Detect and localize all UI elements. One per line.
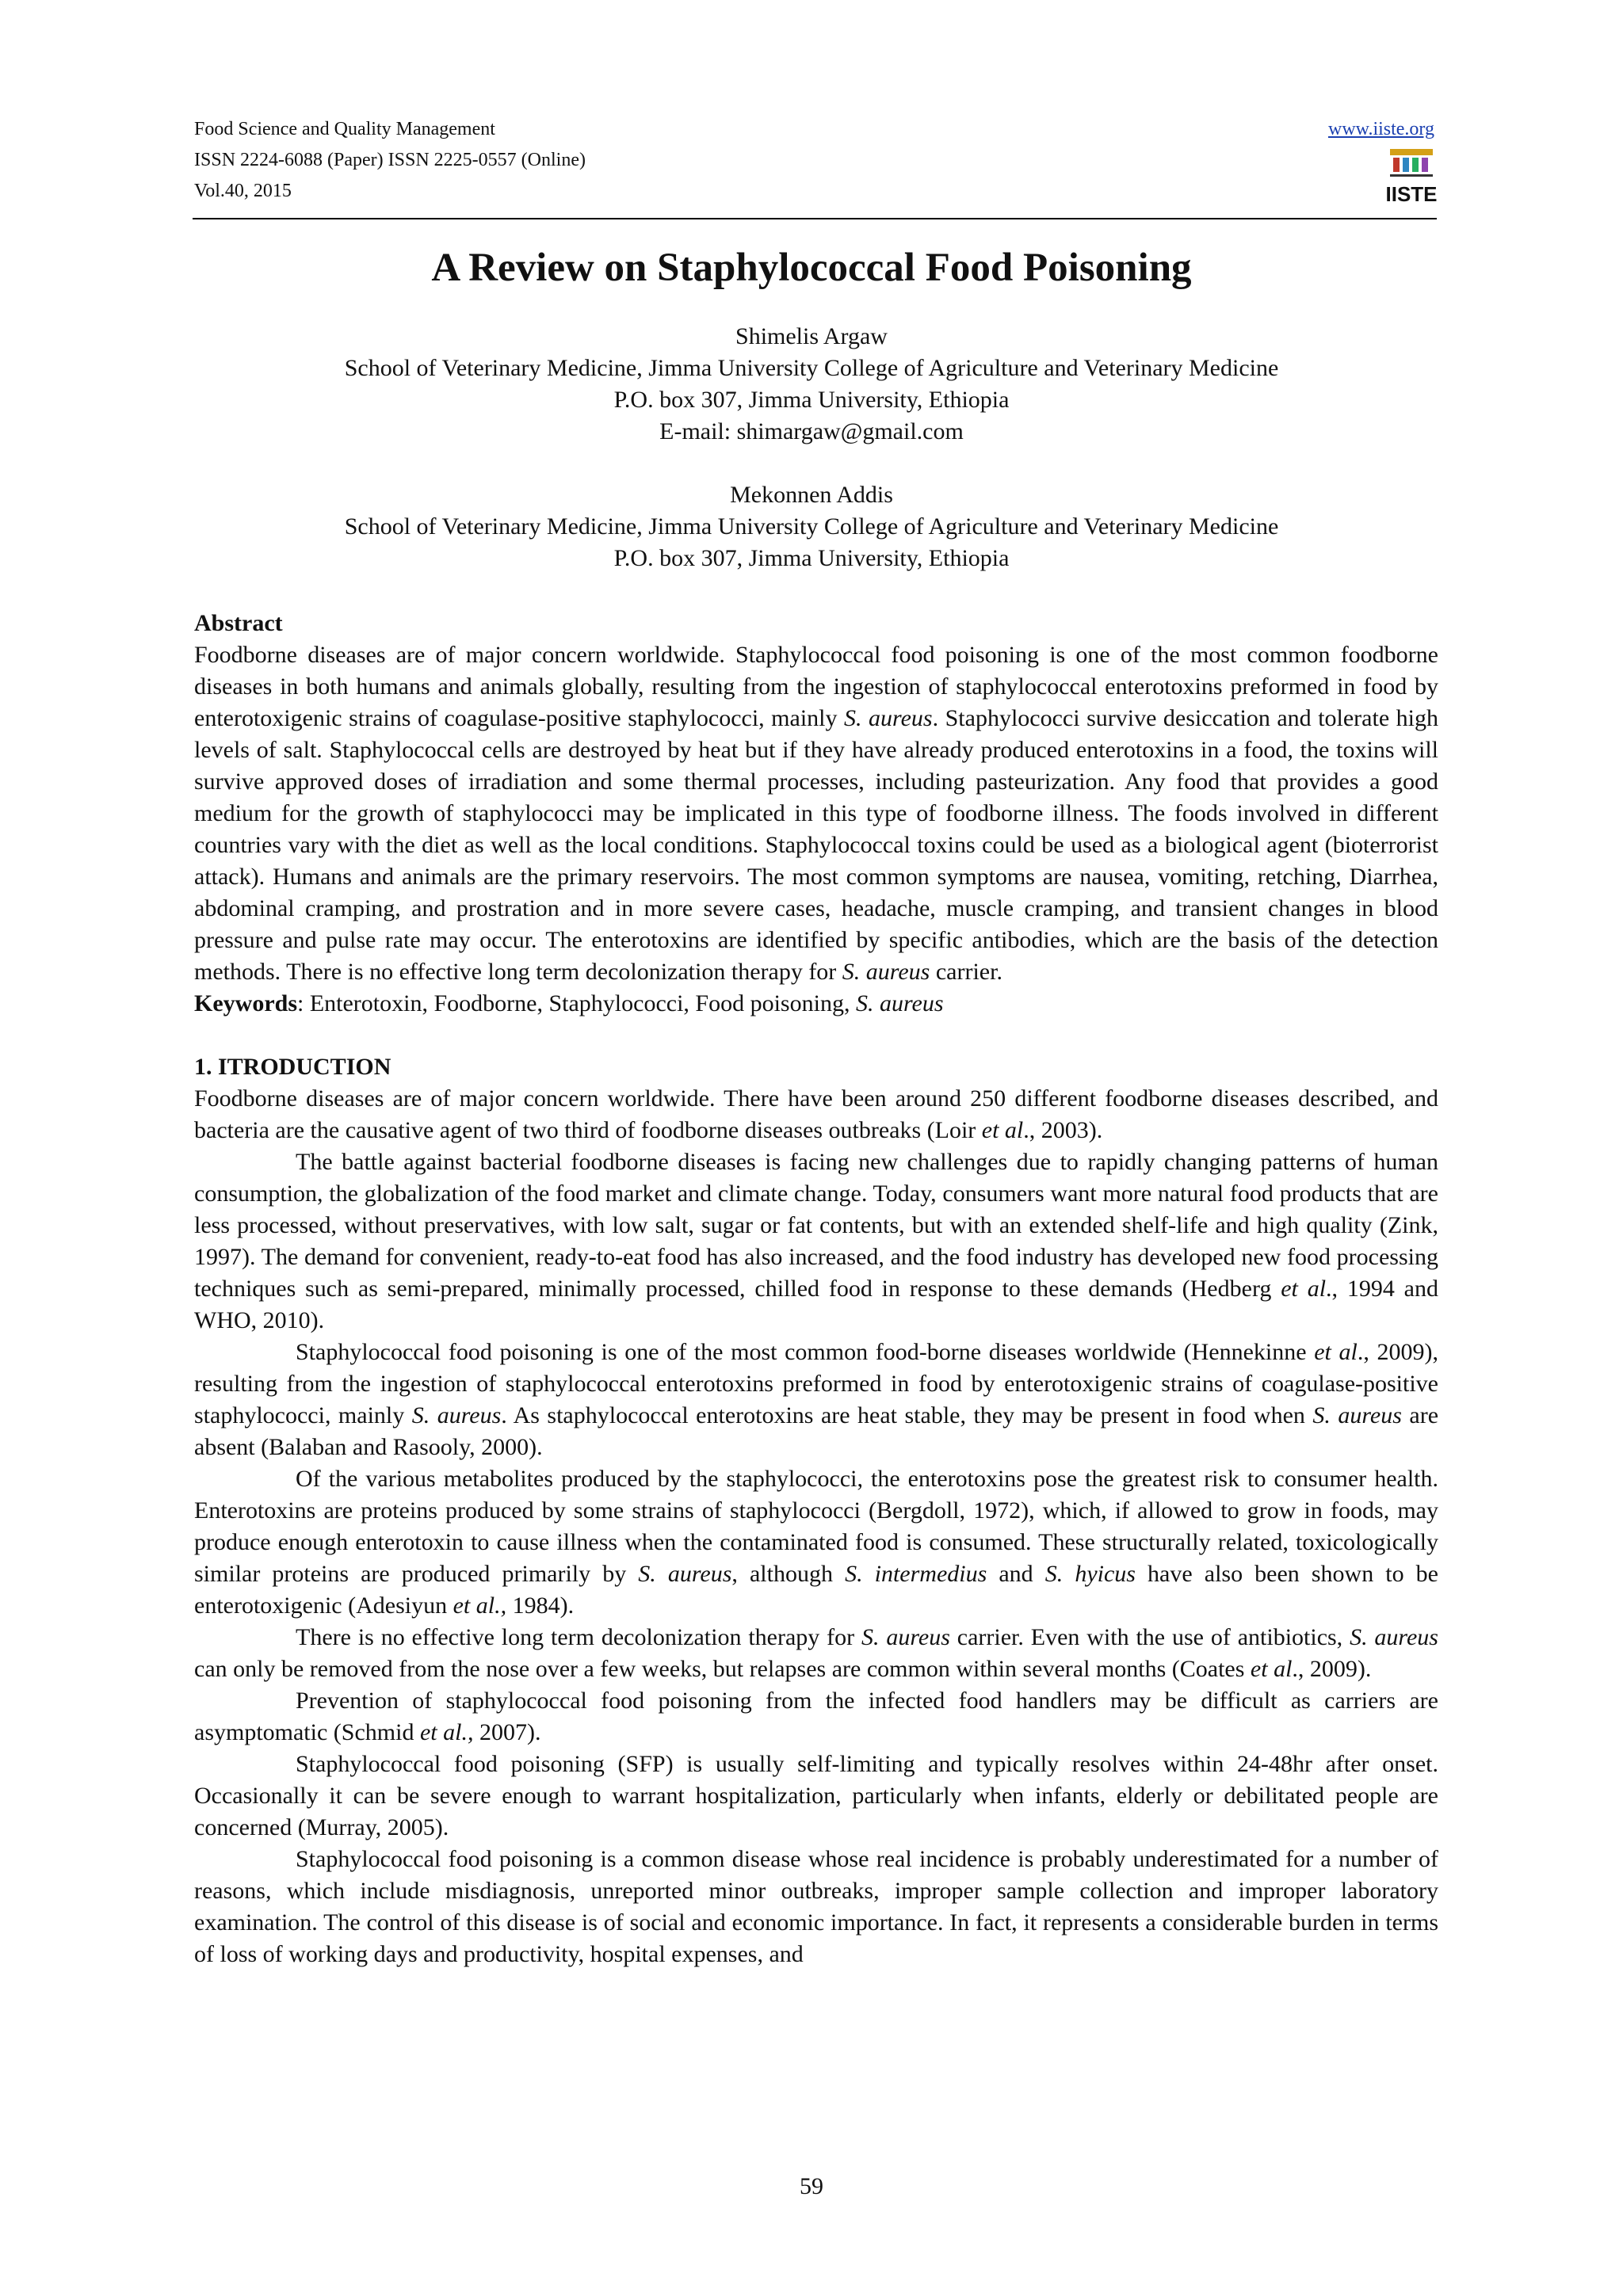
keywords-line: Keywords: Enterotoxin, Foodborne, Staphylococci, Food poisoning, S. aureus: [194, 990, 944, 1016]
iiste-logo: [1385, 147, 1438, 206]
intro-paragraph-5: There is no effective long term decolonization therapy for S. aureus carrier. Even with the use of antibiotics, S. aureus can only be removed from the nose over a few weeks, but relapses are common within several months (Coates et al., 2009).: [194, 1624, 1438, 1682]
journal-name: Food Science and Quality Management: [194, 119, 495, 139]
author-name: Mekonnen Addis: [730, 482, 893, 508]
logo-text: IISTE: [1385, 182, 1438, 206]
abstract-text: Foodborne diseases are of major concern worldwide. Staphylococcal food poisoning is one of the most common foodborne diseases in both humans and animals globally, resulting from the ingestion of staphylococcal enterotoxins preformed in food by enterotoxigenic strains of coagulase-positive staphylococci, mainly S. aureus. Staphylococci survive desiccation and tolerate high levels of salt. Staphylococcal cells are destroyed by heat but if they have already produced enterotoxins in a food, the toxins will survive approved doses of irradiation and some thermal processes, including pasteurization. Any food that provides a good medium for the growth of staphylococci may be implicated in this type of foodborne illness. The foods involved in different countries vary with the diet as well as the local conditions. Staphylococcal toxins could be used as a biological agent (bioterrorist attack). Humans and animals are the primary reservoirs. The most common symptoms are nausea, vomiting, retching, Diarrhea, abdominal cramping, and prostration and in more severe cases, headache, muscle cramping, and transient changes in blood pressure and pulse rate may occur. The enterotoxins are identified by specific antibodies, which are the basis of the detection methods. There is no effective long term decolonization therapy for S. aureus carrier.: [194, 642, 1438, 985]
journal-website-link[interactable]: www.iiste.org: [1328, 119, 1434, 139]
intro-paragraph-1: Foodborne diseases are of major concern worldwide. There have been around 250 different foodborne diseases described, and bacteria are the causative agent of two third of foodborne diseases outbreaks (Loir et al., 2003).: [194, 1085, 1438, 1143]
intro-paragraph-2: The battle against bacterial foodborne diseases is facing new challenges due to rapidly changing patterns of human consumption, the globalization of the food market and climate change. Today, consumers want more natural food products that are less processed, without preservatives, with low salt, sugar or fat contents, but with an extended shelf-life and high quality (Zink, 1997). The demand for convenient, ready-to-eat food has also increased, and the food industry has developed new food processing techniques such as semi-prepared, minimally processed, chilled food in response to these demands (Hedberg et al., 1994 and WHO, 2010).: [194, 1149, 1438, 1333]
author-email: E-mail: shimargaw@gmail.com: [659, 418, 964, 444]
intro-paragraph-8: Staphylococcal food poisoning is a common disease whose real incidence is probably underestimated for a number of reasons, which include misdiagnosis, unreported minor outbreaks, improper sample collection and improper laboratory examination. The control of this disease is of social and economic importance. In fact, it represents a considerable burden in terms of loss of working days and productivity, hospital expenses, and: [194, 1846, 1438, 1967]
intro-paragraph-3: Staphylococcal food poisoning is one of the most common food-borne diseases worldwide (Hennekinne et al., 2009), resulting from the ingestion of staphylococcal enterotoxins preformed in food by enterotoxigenic strains of coagulase-positive staphylococci, mainly S. aureus. As staphylococcal enterotoxins are heat stable, they may be present in food when S. aureus are absent (Balaban and Rasooly, 2000).: [194, 1339, 1439, 1460]
intro-paragraph-6: Prevention of staphylococcal food poisoning from the infected food handlers may be difficult as carriers are asymptomatic (Schmid et al., 2007).: [194, 1688, 1438, 1745]
journal-volume: Vol.40, 2015: [194, 181, 292, 201]
author-block: [0, 321, 1623, 574]
intro-paragraph-7: Staphylococcal food poisoning (SFP) is usually self-limiting and typically resolves within 24-48hr after onset. Occasionally it can be severe enough to warrant hospitalization, particularly when infants, elderly or debilitated people are concerned (Murray, 2005).: [194, 1751, 1438, 1840]
paper-title: A Review on Staphylococcal Food Poisoning: [431, 246, 1192, 290]
abstract-heading: Abstract: [194, 610, 283, 636]
author-name: Shimelis Argaw: [735, 323, 888, 349]
journal-issn: ISSN 2224-6088 (Paper) ISSN 2225-0557 (Online): [194, 150, 586, 170]
journal-header: [194, 114, 586, 207]
paper-body: [194, 608, 1438, 1970]
section-heading-introduction: 1. ITRODUCTION: [194, 1054, 391, 1080]
author-affiliation: School of Veterinary Medicine, Jimma University College of Agriculture and Veterinary Medicine: [344, 513, 1279, 540]
header-rule: [193, 218, 1437, 219]
author-affiliation: School of Veterinary Medicine, Jimma University College of Agriculture and Veterinary Medicine: [344, 355, 1279, 381]
author-address: P.O. box 307, Jimma University, Ethiopia: [613, 387, 1010, 413]
page-number: 59: [800, 2173, 823, 2199]
author-address: P.O. box 307, Jimma University, Ethiopia: [613, 545, 1010, 571]
intro-paragraph-4: Of the various metabolites produced by the staphylococci, the enterotoxins pose the greatest risk to consumer health. Enterotoxins are proteins produced by some strains of staphylococci (Bergdoll, 1972), which, if allowed to grow in foods, may produce enough enterotoxin to cause illness when the contaminated food is consumed. These structurally related, toxicologically similar proteins are produced primarily by S. aureus, although S. intermedius and S. hyicus have also been shown to be enterotoxigenic (Adesiyun et al., 1984).: [194, 1466, 1438, 1619]
